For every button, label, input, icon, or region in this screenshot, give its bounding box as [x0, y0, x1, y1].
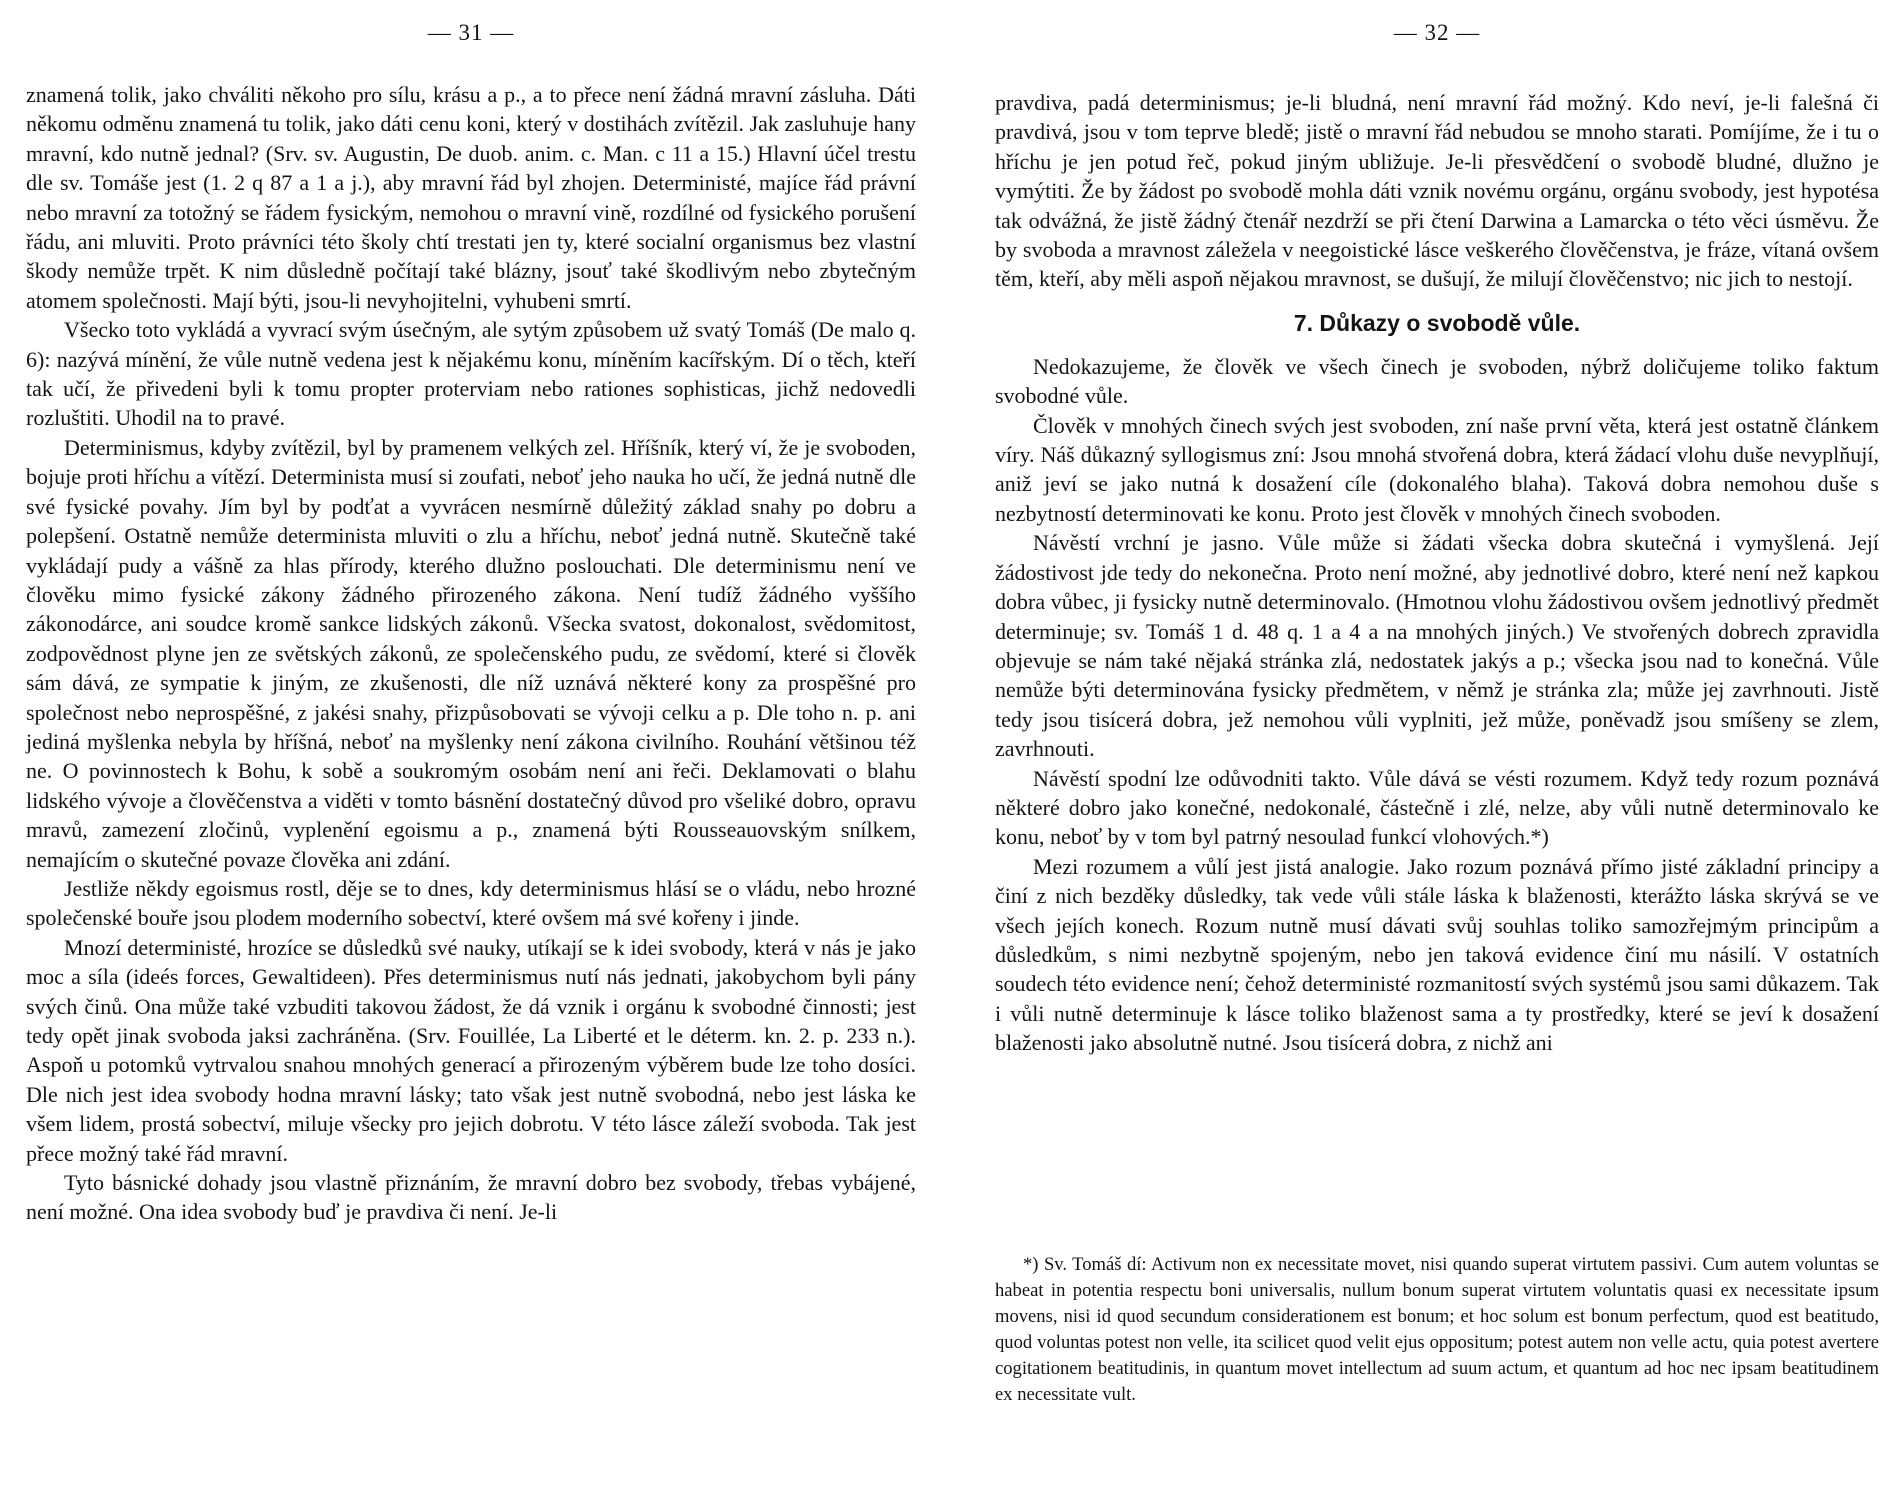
paragraph: Jestliže někdy egoismus rostl, děje se to dnes, kdy determinismus hlásí se o vládu, nebo hrozné společenské bouře jsou plodem moderního sobectví, které ovšem má své kořeny i jinde.: [26, 875, 916, 931]
paragraph: Nedokazujeme, že člověk ve všech činech je svoboden, nýbrž doličujeme toliko faktum svobodné vůle.: [995, 353, 1879, 409]
paragraph: Mnozí deterministé, hrozíce se důsledků své nauky, utíkají se k idei svobody, která v nás je jako moc a síla (ideés forces, Gewaltideen). Přes determinismus nutí nás jednati, jakobychom byli pány svých činů. Ona může také vzbuditi takovou žádost, že dá vznik i orgánu k svobodné činnosti; jest tedy opět jinak svoboda jaksi zachráněna. (Srv. Fouillée, La Liberté et le déterm. kn. 2. p. 233 n.). Aspoň u potomků vytrvalou snahou mnohých generací a přirozeným výběrem bude lze toho dosíci. Dle nich jest idea svobody hodna mravní lásky; tato však jest nutně svobodná, nebo jest láska ke všem lidem, prostá sobectví, miluje všecky pro jejich dobrotu. V této lásce záleží svoboda. Tak jest přece možný také řád mravní.: [26, 934, 916, 1166]
footnote-text: *) Sv. Tomáš dí: Activum non ex necessitate movet, nisi quando superat virtutem passivi. Cum autem voluntas se habeat in potentia respectu boni universalis, nullum bonum superat virtutem voluntatis quasi ex necessitate ipsum movens, nisi id quod secundum considerationem est bonum; et hoc solum est bonum perfectum, quod est beatitudo, quod voluntas potest non velle, ita scilicet quod velit ejus oppositum; potest autem non velle actu, quia potest avertere cogitationem beatitudinis, in quantum movet intellectum ad suum actum, et quantum ad hoc nec ipsam beatitudinem ex necessitate vult.: [995, 1254, 1879, 1405]
paragraph: Mezi rozumem a vůlí jest jistá analogie. Jako rozum poznává přímo jisté základní principy a činí z nich bezděky důsledky, tak vede vůli stále láska k blaženosti, kterážto láska skrývá se ve všech jejích konech. Rozum nutně musí dávati svůj souhlas toliko samozřejmým principům a důsledkům, s nimi nezbytně spojeným, nebo jen taková evidence činí mu násilí. V ostatních soudech této evidence není; čehož deterministé rozmanitostí svých systémů jsou sami důkazem. Tak i vůli nutně determinuje k lásce toliko blaženost sama a ty prostředky, které se jeví k dosažení blaženosti jako absolutně nutné. Jsou tisícerá dobra, z nichž ani: [995, 853, 1879, 1056]
paragraph: Člověk v mnohých činech svých jest svoboden, zní naše první věta, která jest ostatně článkem víry. Náš důkazný syllogismus zní: Jsou mnohá stvořená dobra, která žádací vlohu duše nevyplňují, aniž jeví se jako nutná k dosažení cíle (dokonalého blaha). Taková dobra nemohou duše s nezbytností determinovati ke konu. Proto jest člověk v mnohých činech svoboden.: [995, 412, 1879, 526]
page-number-left: — 31 —: [427, 20, 515, 45]
paragraph: Všecko toto vykládá a vyvrací svým úsečným, ale sytým způsobem už svatý Tomáš (De malo q. 6): nazývá mínění, že vůle nutně vedena jest k nějakému konu, míněním kacířským. Dí o těch, kteří tak učí, že přivedeni byli k tomu propter proterviam nebo rationes sophisticas, jichž nedovedli rozluštiti. Uhodil na to pravé.: [26, 317, 916, 431]
page-number-right: — 32 —: [1393, 20, 1481, 45]
paragraph: znamená tolik, jako chváliti někoho pro sílu, krásu a p., a to přece není žádná mravní zásluha. Dáti někomu odměnu znamená tu tolik, jako dáti cenu koni, který v dostihách zvítězil. Jak zasluhuje hany mravní, kdo nutně jednal? (Srv. sv. Augustin, De duob. anim. c. Man. c 11 a 15.) Hlavní účel trestu dle sv. Tomáše jest (1. 2 q 87 a 1 a j.), aby mravní řád byl zhojen. Deterministé, majíce řád právní nebo mravní za totožný se řádem fysickým, nemohou o mravní vině, rozdílné od fysického porušení řádu, ani mluviti. Proto právníci této školy chtí trestati jen ty, které socialní organismus bez vlastní škody nemůže trpět. K nim důsledně počítají také blázny, jsouť také škodlivým nebo zbytečným atomem společnosti. Mají býti, jsou-li nevyhojitelni, vyhubeni smrtí.: [26, 82, 916, 313]
footnote: [995, 1252, 1879, 1408]
paragraph: Návěstí spodní lze odůvodniti takto. Vůle dává se vésti rozumem. Když tedy rozum poznává některé dobro jako konečné, nedokonalé, částečně i zlé, nelze, aby vůli nutně determinovalo ke konu, neboť by v tom byl patrný nesoulad funkcí vlohových.*): [995, 765, 1879, 850]
left-page-body: [26, 80, 916, 1227]
paragraph: pravdiva, padá determinismus; je-li bludná, není mravní řád možný. Kdo neví, je-li falešná či pravdivá, jsou v tom teprve bledě; jistě o mravní řád nebudou se mnoho starati. Pomíjíme, že i tu o hříchu je jen potud řeč, pokud jiným ubližuje. Je-li přesvědčení o svobodě bludné, dlužno je vymýtiti. Že by žádost po svobodě mohla dáti vznik novému orgánu, orgánu svobody, jest hypotésa tak odvážná, že jistě žádný čtenář nezdrží se při čtení Darwina a Lamarcka o této věci úsměvu. Že by svoboda a mravnost záležela v neegoistické lásce veškerého člověčenstva, je fráze, vítaná ovšem těm, kteří, aby měli aspoň nějakou mravnost, se dušují, že milují člověčenstvo; nic jich to nestojí.: [995, 90, 1879, 292]
paragraph: Determinismus, kdyby zvítězil, byl by pramenem velkých zel. Hříšník, který ví, že je svoboden, bojuje proti hříchu a vítězí. Determinista musí si zoufati, neboť jeho nauka ho učí, že jedná nutně dle své fysické povahy. Jím byl by podťat a vyvrácen nesmírně důležitý základ snahy po dobru a polepšení. Ostatně nemůže determinista mluviti o zlu a hříchu, neboť jedná nutně. Skutečně také vykládají pudy a vášně za hlas přírody, kterého dlužno poslouchati. Dle determinismu není ve člověku mimo fysické zákony žádného přirozeného zákona. Není tudíž žádného vyššího zákonodárce, ani soudce kromě sankce lidských zákonů. Všecka svatost, dokonalost, svědomitost, zodpovědnost plyne jen ze světských zákonů, ze společenského pudu, ze svědomí, které si člověk sám dává, ze sympatie k jiným, ze zkušenosti, dle níž uznává některé kony za prospěšné pro společnost nebo neprospěšné, z jakési snahy, přizpůsobovati se vývoji celku a p. Dle toho n. p. ani jediná myšlenka nebyla by hříšná, neboť na myšlenky není zákona civilního. Rouhání většinou též ne. O povinnostech k Bohu, k sobě a soukromým osobám není ani řeči. Deklamovati o blahu lidského vývoje a člověčenstva a viděti v tomto básnění dostatečný důvod pro všeliké dobro, opravu mravů, zamezení zločinů, vyplenění egoismu a p., znamená býti Rousseauovským snílkem, nemajícím o skutečné povaze člověka ani zdání.: [26, 434, 916, 872]
paragraph: Tyto básnické dohady jsou vlastně přiznáním, že mravní dobro bez svobody, třebas vybájené, není možné. Ona idea svobody buď je pravdiva či není. Je-li: [26, 1170, 916, 1225]
paragraph: Návěstí vrchní je jasno. Vůle může si žádati všecka dobra skutečná i vymyšlená. Její žádostivost jde tedy do nekonečna. Proto není možné, aby jednotlivé dobro, které není než kapkou dobra vůbec, ji fysicky nutně determinovalo. (Hmotnou vlohu žádostivou ovšem jednotlivý předmět determinuje; sv. Tomáš 1 d. 48 q. 1 a 4 a na mnohých jiných.) Ve stvořených dobrech zpravidla objevuje se nám také nějaká stránka zlá, nedostatek jakýs a p.; všecka jsou nad to konečná. Vůle nemůže býti determinována fysicky předmětem, v němž je stránka zla; může jej zavrhnouti. Jistě tedy jsou tisícerá dobra, jež nemohou vůli vyplniti, jež může, poněvadž jsou smíšeny se zlem, zavrhnouti.: [995, 530, 1879, 762]
section-heading: 7. Důkazy o svobodě vůle.: [1293, 309, 1581, 336]
right-page-body: [995, 88, 1879, 1058]
